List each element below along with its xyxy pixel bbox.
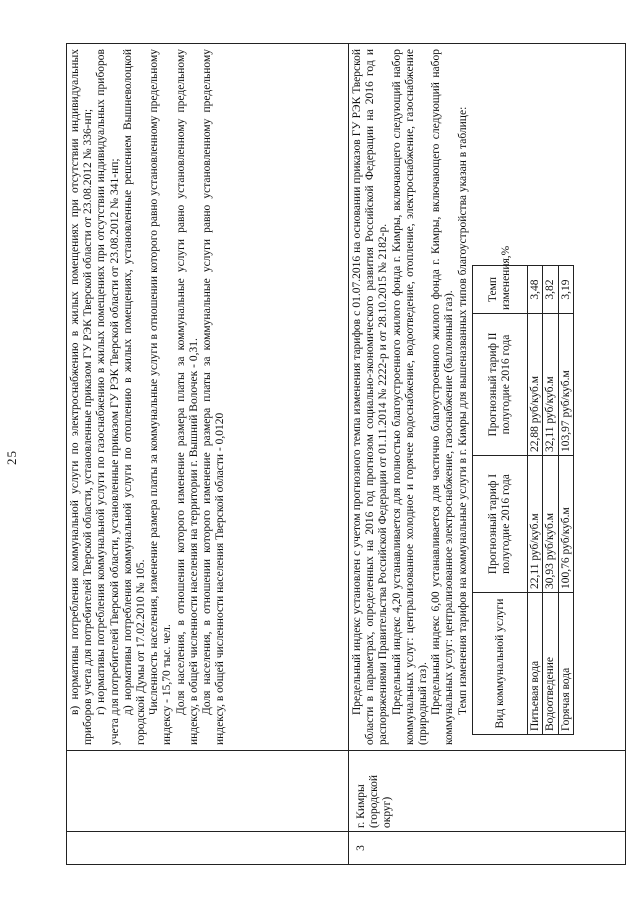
tariff-row (543, 266, 559, 735)
paragraph: Доля населения, в отношении которого изменение размера платы за коммунальные услуги равно установленному предельному индексу, в общей численности населения Тверской области - 0,0120 (201, 49, 227, 745)
paragraph: д) нормативы потребления коммунальной услуги по отоплению в жилых помещениях, установленные решением Вышневолоцкой городской Думы от 17.02.2010 № 105. (121, 49, 148, 745)
tariff-cell: 30,93 руб/куб.м (543, 456, 559, 593)
tariff-cell: 32,11 руб/куб.м (543, 314, 559, 456)
tariff-cell: 22,88 руб/куб.м (527, 314, 543, 456)
paragraph: Численность населения, изменение размера платы за коммунальные услуги в отношении которого равно установленному предельному индексу - 15,70 тыс. чел. (148, 49, 174, 745)
tariff-header-cell: Прогнозный тариф I полугодие 2016 года (472, 456, 527, 593)
paragraph: г) нормативы потребления коммунальной услуги по газоснабжению в жилых помещениях при отсутствии индивидуальных приборов учета для потребителей Тверской области, установленные приказом ГУ РЭК Тверской области от 23.08.2012 № 341-нп; (95, 49, 121, 745)
row-number-cell (349, 832, 626, 865)
paragraph: Предельный индекс установлен с учетом прогнозного темпа изменения тарифов с 01.07.2016 на основании приказов ГУ РЭК Тверской области в параметрах, определенных на 2016 год прогнозом социально-экономического развития Российской Федерации на 2016 год и распоряжениями Правительства Российской Федерации от 01.11.2014 № 2222-р и от 28.10.2015 № 2182-р. (351, 49, 390, 745)
tariff-table (472, 245, 575, 735)
tariff-header-row (472, 266, 527, 735)
tariff-header-cell: Темп изменения,% (472, 266, 527, 314)
tariff-cell: 100,76 руб/куб.м (558, 456, 574, 593)
tariff-cell: 3,48 (527, 266, 543, 314)
tariff-cell: Питьевая вода (527, 593, 543, 735)
content-cell (67, 44, 349, 751)
tariff-row (527, 266, 543, 735)
municipality-name: г. Кимры (городской округ) (355, 774, 393, 828)
tariff-cell: 22,11 руб/куб.м (527, 456, 543, 593)
tariff-cell: 3,19 (558, 266, 574, 314)
tariff-cell: 3,82 (543, 266, 559, 314)
row-number-cell (67, 832, 349, 865)
paragraph: в) нормативы потребления коммунальной услуги по электроснабжению в жилых помещениях при отсутствии индивидуальных приборов учета для потребителей Тверской области, установленные приказом ГУ РЭК Тверской области от 23.08.2012 № 336-нп; (69, 49, 95, 745)
content-cell (349, 44, 626, 751)
paragraph: Доля населения, в отношении которого изменение размера платы за коммунальные услуги равно установленному предельному индексу, в общей численности населения на территории г. Вышний Волочек - 0,31. (174, 49, 200, 745)
tariff-cell: 103,97 руб/куб.м (558, 314, 574, 456)
tariff-header-cell: Вид коммунальной услуги (472, 593, 527, 735)
municipality-name (67, 751, 79, 831)
municipality-cell (67, 751, 349, 832)
tariff-cell: Горячая вода (558, 593, 574, 735)
document-table (66, 43, 626, 865)
municipality-cell (349, 751, 626, 832)
paragraph: Предельный индекс 4,20 устанавливается для полностью благоустроенного жилого фонда г. Кимры, включающего следующий набор коммунальных услуг: централизованное холодное и горячее водоснабжение, водоотведение, отопление, электроснабжение, газоснабжение (природный газ). (390, 49, 430, 745)
paragraph: Предельный индекс 6,00 устанавливается для частично благоустроенного жилого фонда г. Кимры, включающего следующий набор коммунальных услуг: централизованное электроснабжение, газоснабжение (баллонный газ). (430, 49, 456, 745)
table-row (67, 44, 349, 865)
tariff-row (558, 266, 574, 735)
paragraph: Темп изменения тарифов на коммунальные услуги в г. Кимры для вышеназванных типов благоустройства указан в таблице: (456, 106, 469, 715)
page-number: 25 (4, 450, 19, 465)
tariff-header-cell: Прогнозный тариф II полугодие 2016 года (472, 314, 527, 456)
tariff-cell: Водоотведение (543, 593, 559, 735)
table-row (349, 44, 626, 865)
row-number: 3 (355, 845, 367, 851)
